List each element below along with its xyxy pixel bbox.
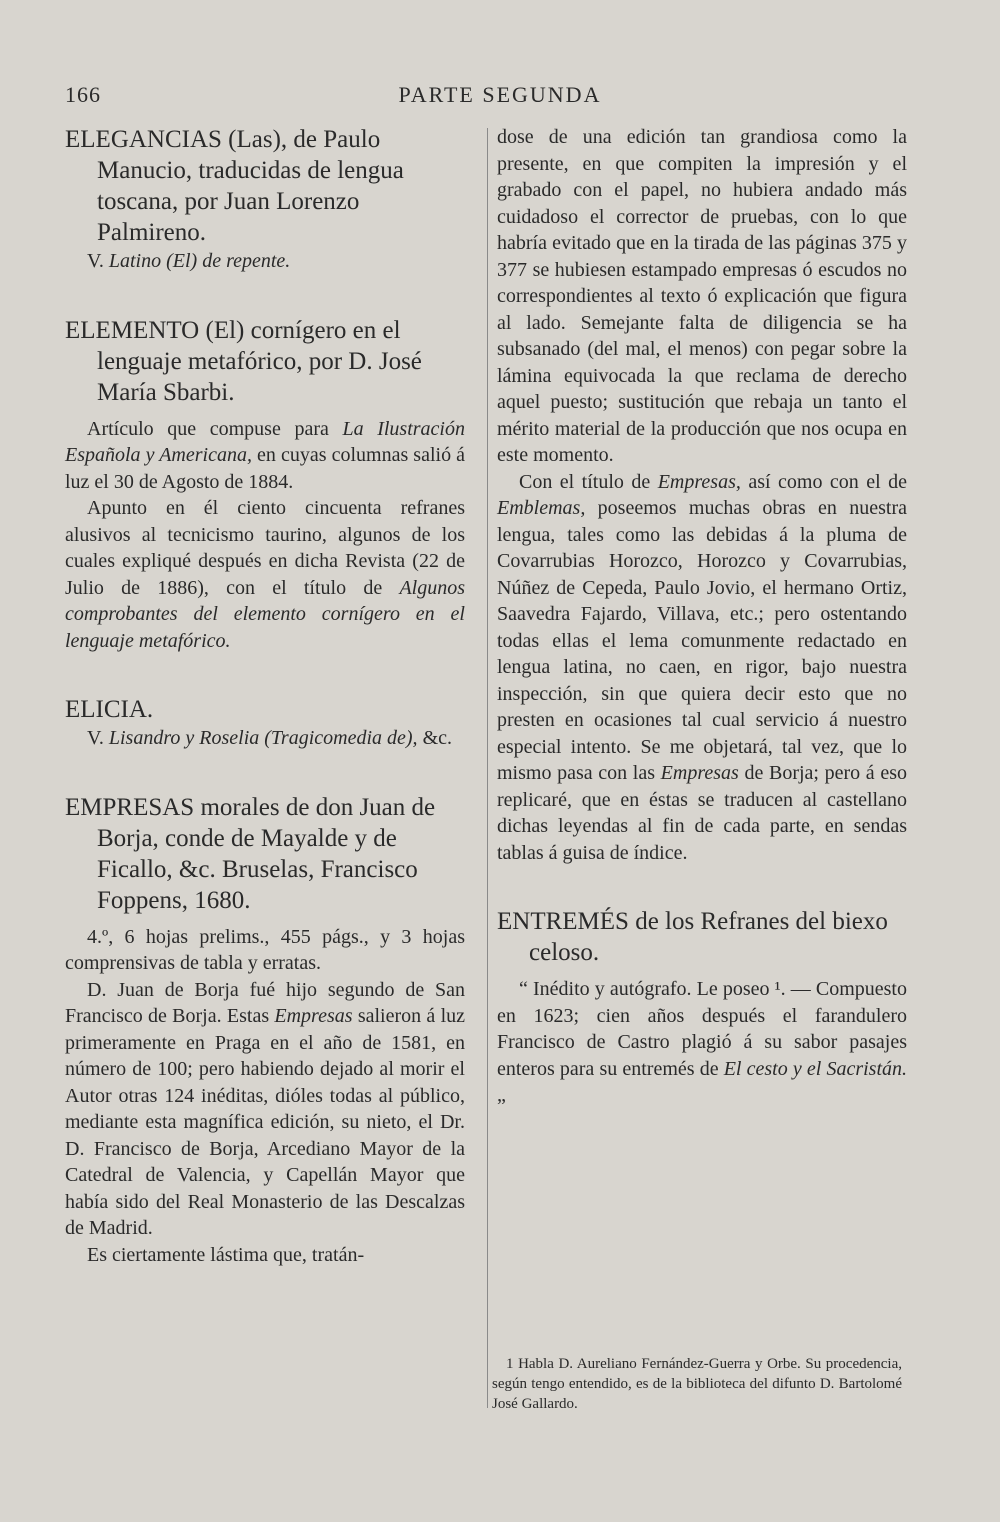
text: Con el título de — [519, 470, 658, 493]
italic-text: Emblemas, — [497, 497, 586, 519]
italic-text: La Ilustración Española y Americana, — [65, 417, 465, 466]
cross-reference — [65, 248, 465, 275]
text: Artículo que compuse para — [87, 417, 343, 440]
paragraph: Es ciertamente lástima que, tratán- — [87, 1243, 365, 1266]
italic-text: Empresas — [274, 1005, 353, 1027]
italic-text: Algunos comprobantes del elemento cornígero en el lenguaje metafórico. — [65, 576, 465, 652]
text: &c. — [417, 727, 452, 749]
column-divider — [487, 128, 488, 1408]
text: „ — [497, 1084, 506, 1106]
italic-text: Empresas, — [657, 470, 741, 493]
paragraph: dose de una edición tan grandiosa como la presente, en que compiten la impresión y el grabado con el papel, no hubiera andado más cuidadoso el corrector de pruebas, con lo que habría evitado que en la tirada de las páginas 375 y 377 se hubiesen estampado empresas ó escudos no correspondientes al texto ó explicación que figura al lado. Semejante falta de diligencia se ha subsanado (del mal, el menos) con pegar sobre la lámina equivocada la que reclama de derecho aquel puesto; sustitución que rebaja un tanto el mérito material de la producción que nos ocupa en este momento. — [497, 126, 907, 466]
left-column — [65, 124, 465, 1268]
cross-reference-target: Lisandro y Roselia (Tragicomedia de), — [108, 727, 418, 749]
see-label: V. — [87, 250, 109, 272]
text: poseemos muchas obras en nuestra lengua, tales como las debidas á la pluma de Covarrubias Horozco, Horozco y Covarrubias, Núñez de Cepeda, Paulo Jovio, el hermano Ortiz, Saavedra Fajardo, Villava, etc.; pero ostentando todas ellas el lema comunmente redactado en lengua latina, no caen, en rigor, bajo nuestra inspección, sin que quiera decir esto que no presten en ocasiones tal cual servicio á nuestro especial intento. Se me objetará, tal vez, que lo mismo pasa con las — [497, 497, 907, 784]
see-label: V. — [87, 727, 109, 749]
text: en cuyas columnas salió á luz el 30 de Agosto de 1884. — [65, 444, 466, 493]
paragraph — [497, 976, 907, 1109]
entry-title-elicia: ELICIA. — [65, 696, 154, 723]
paragraph — [497, 469, 907, 867]
paragraph: 4.º, 6 hojas prelims., 455 págs., y 3 hojas comprensivas de tabla y erratas. — [65, 925, 465, 974]
text: D. Juan de Borja fué hijo segundo de San Francisco de Borja. Estas — [65, 978, 465, 1027]
footnote — [492, 1354, 902, 1414]
entry-title-empresas: EMPRESAS morales de don Juan de Borja, conde de Mayalde y de Ficallo, &c. Bruselas, Francisco Foppens, 1680. — [65, 793, 436, 914]
paragraph — [65, 977, 465, 1242]
entry-title-entremes: ENTREMÉS de los Refranes del biexo celoso. — [497, 908, 888, 966]
text: de Borja; pero á eso replicaré, que en éstas se traducen al castellano dichas leyendas al fin de cada parte, en sendas tablas á guisa de índice. — [497, 762, 907, 864]
italic-text: El cesto y el Sacristán. — [723, 1057, 908, 1080]
paragraph — [65, 416, 465, 496]
page-number: 166 — [65, 82, 101, 107]
text: así como con el de — [740, 470, 907, 493]
paragraph — [65, 495, 465, 654]
running-header — [65, 82, 935, 116]
right-column — [497, 124, 907, 1109]
running-title: PARTE SEGUNDA — [398, 82, 602, 107]
cross-reference-target: Latino (El) de repente. — [108, 250, 291, 272]
text: “ Inédito y autógrafo. Le poseo ¹. — Compuesto en 1623; cien años después el farandulero Francisco de Castro plagió á su sabor pasajes enteros para su entremés de — [497, 978, 907, 1080]
text: salieron á luz primeramente en Praga en el año de 1581, en número de 100; pero habiendo dejado al morir el Autor otras 124 inéditas, dióles todas al público, mediante esta magnífica edición, su nieto, el Dr. D. Francisco de Borja, Arcediano Mayor de la Catedral de Valencia, y Capellán Mayor que había sido del Real Monasterio de las Descalzas de Madrid. — [65, 1005, 465, 1239]
cross-reference — [65, 725, 465, 752]
italic-text: Empresas — [660, 762, 739, 784]
text: Apunto en él ciento cincuenta refranes alusivos al tecnicismo taurino, algunos de los cuales expliqué después en dicha Revista (22 de Julio de 1886), con el título de — [65, 497, 465, 599]
footnote-text: 1 Habla D. Aureliano Fernández-Guerra y Orbe. Su procedencia, según tengo entendido, es de la biblioteca del difunto D. Bartolomé José Gallardo. — [492, 1356, 902, 1412]
entry-title-elegancias: ELEGANCIAS (Las), de Paulo Manucio, traducidas de lengua toscana, por Juan Lorenzo Palmireno. — [65, 126, 404, 246]
entry-title-elemento: ELEMENTO (El) cornígero en el lenguaje metafórico, por D. José María Sbarbi. — [65, 316, 422, 406]
